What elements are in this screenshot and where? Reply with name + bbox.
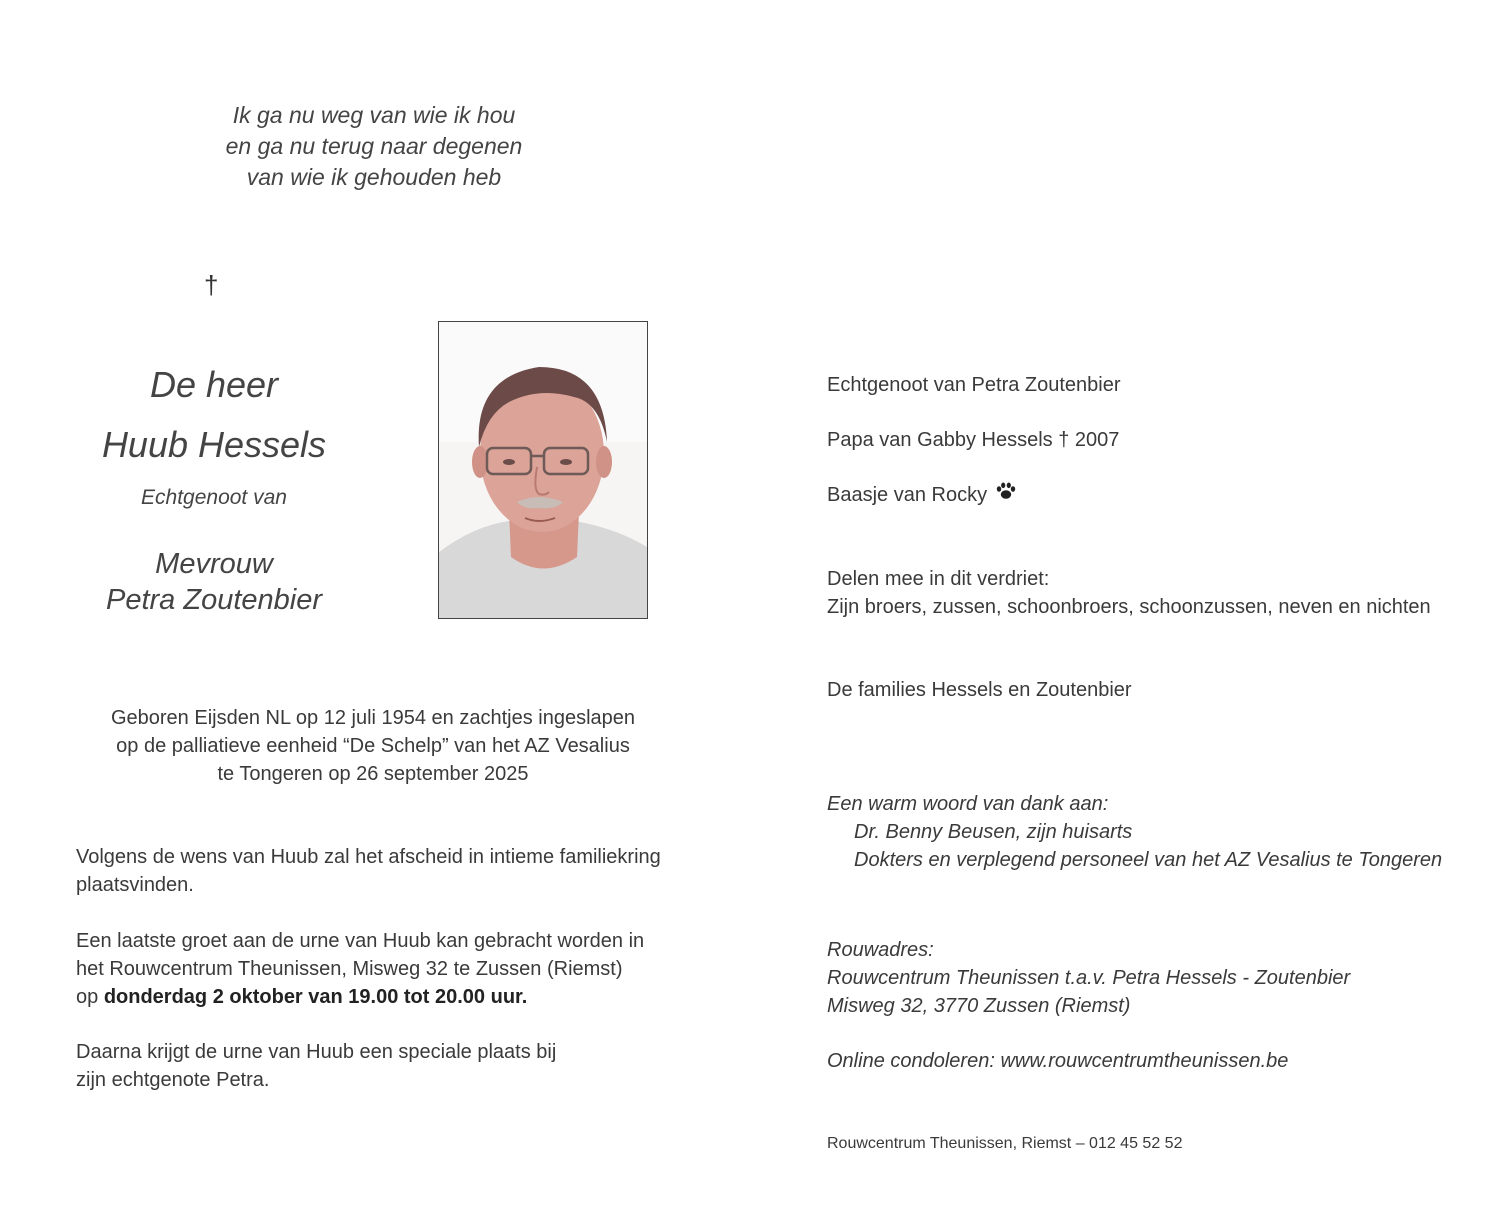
relation-pet <box>827 481 1016 509</box>
spouse-label: Echtgenoot van <box>141 486 287 509</box>
address-line: Rouwcentrum Theunissen t.a.v. Petra Hessels - Zoutenbier <box>827 967 1351 989</box>
relation-papa: Papa van Gabby Hessels † 2007 <box>827 429 1120 451</box>
urn-line: Daarna krijgt de urne van Huub een speciale plaats bij <box>76 1041 557 1063</box>
portrait-photo <box>438 321 648 619</box>
paw-icon <box>996 482 1016 500</box>
deceased-name: Huub Hessels <box>101 424 327 465</box>
online-condolence: Online condoleren: www.rouwcentrumtheunissen.be <box>827 1050 1289 1072</box>
greeting-line: Een laatste groet aan de urne van Huub kan gebracht worden in <box>76 930 645 952</box>
sorrow-family: Zijn broers, zussen, schoonbroers, schoonzussen, neven en nichten <box>827 596 1431 618</box>
deceased-title <box>64 355 364 475</box>
sorrow-heading: Delen mee in dit verdriet: <box>827 568 1050 590</box>
poem-line: van wie ik gehouden heb <box>246 164 502 190</box>
birth-line: op de palliatieve eenheid “De Schelp” van het AZ Vesalius <box>116 735 630 757</box>
birth-details <box>73 704 673 788</box>
address-section <box>827 936 1350 1020</box>
address-line: Misweg 32, 3770 Zussen (Riemst) <box>827 995 1131 1017</box>
thanks-section <box>827 790 1442 874</box>
poem-line: Ik ga nu weg van wie ik hou <box>232 102 516 128</box>
thanks-item: Dokters en verplegend personeel van het AZ Vesalius te Tongeren <box>854 849 1443 871</box>
deceased-salutation: De heer <box>149 364 279 405</box>
portrait-illustration <box>439 322 647 618</box>
farewell-wish: Volgens de wens van Huub zal het afscheid in intieme familiekring plaatsvinden. <box>76 846 661 896</box>
urn-info <box>76 1038 736 1094</box>
greeting-prefix: op <box>76 986 99 1008</box>
spouse-name: Petra Zoutenbier <box>105 584 322 616</box>
cross-icon: † <box>204 270 219 300</box>
birth-line: te Tongeren op 26 september 2025 <box>217 763 529 785</box>
footer-funeral-home: Rouwcentrum Theunissen, Riemst – 012 45 52 52 <box>827 1135 1183 1152</box>
spouse-block <box>64 546 364 618</box>
relation-spouse: Echtgenoot van Petra Zoutenbier <box>827 374 1121 396</box>
families: De families Hessels en Zoutenbier <box>827 679 1132 701</box>
address-heading: Rouwadres: <box>827 939 934 961</box>
greeting-date: donderdag 2 oktober van 19.00 tot 20.00 uur. <box>103 986 528 1008</box>
poem <box>174 100 574 193</box>
birth-line: Geboren Eijsden NL op 12 juli 1954 en zachtjes ingeslapen <box>110 707 636 729</box>
spouse-salutation: Mevrouw <box>155 548 273 580</box>
sorrow-section <box>827 565 1431 621</box>
relation-pet-text: Baasje van Rocky <box>827 484 988 506</box>
poem-line: en ga nu terug naar degenen <box>225 133 523 159</box>
urn-line: zijn echtgenote Petra. <box>76 1069 270 1091</box>
thanks-item: Dr. Benny Beusen, zijn huisarts <box>854 821 1133 843</box>
thanks-heading: Een warm woord van dank aan: <box>827 793 1109 815</box>
greeting-line <box>76 983 736 1011</box>
greeting-line: het Rouwcentrum Theunissen, Misweg 32 te Zussen (Riemst) <box>76 958 623 980</box>
farewell-greeting <box>76 927 736 1011</box>
